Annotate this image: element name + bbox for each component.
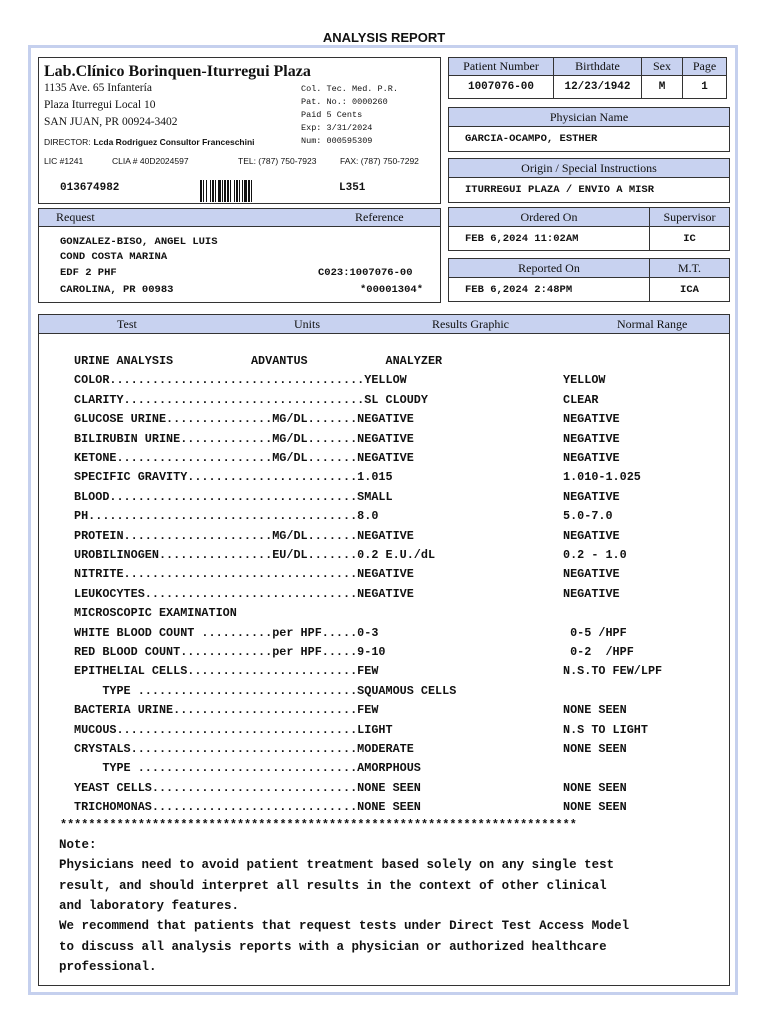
mt-value: ICA [680,284,699,296]
result-normal-range: NEGATIVE [563,451,620,465]
result-row: CLARITY..................................SL CLOUDY [74,392,428,407]
result-normal-range: 0-2 /HPF [563,645,634,659]
result-row: GLUCOSE URINE...............MG/DL.......NEGATIVE [74,412,414,427]
note-line: Note: [59,838,97,852]
reported-value: FEB 6,2024 2:48PM [465,284,573,296]
patient-number: 1007076-00 [449,76,554,99]
separator-stars: ************************************************************************* [60,818,577,832]
request-label: Request [56,210,95,224]
supervisor-header: Supervisor [650,208,729,227]
result-row: WHITE BLOOD COUNT ..........per HPF.....0-3 [74,625,379,640]
lab-code: L351 [339,182,366,194]
lab-tel: TEL: (787) 750-7923 [238,156,317,166]
lab-address-3: SAN JUAN, PR 00924-3402 [44,116,178,128]
result-normal-range: NEGATIVE [563,412,620,427]
request-line-3: EDF 2 PHF [60,267,117,279]
ordered-header: Ordered On [449,208,650,227]
request-line-4: CAROLINA, PR 00983 [60,284,174,296]
page-header: Page [683,58,727,76]
physician-name: GARCIA-OCAMPO, ESTHER [465,133,598,145]
result-row: URINE ANALYSIS ADVANTUS ANALYZER [74,354,443,368]
result-normal-range: NEGATIVE [563,489,620,504]
lab-clia: CLIA # 40D2024597 [112,156,189,166]
graphic-column-header: Results Graphic [432,317,509,331]
birthdate-header: Birthdate [554,58,642,76]
supervisor-value: IC [683,233,696,245]
num: Num: 000595309 [301,136,373,146]
account-number: 013674982 [60,182,120,194]
lab-director [44,136,255,148]
result-row: TRICHOMONAS.............................NONE SEEN [74,800,421,815]
result-row: LEUKOCYTES..............................NEGATIVE [74,586,414,601]
result-row: CRYSTALS................................MODERATE [74,742,414,756]
result-row: UROBILINOGEN................EU/DL.......0.2 E.U./dL [74,548,436,562]
result-normal-range: YELLOW [563,373,606,388]
result-row: PROTEIN.....................MG/DL.......NEGATIVE [74,528,414,543]
patient-table [448,57,727,99]
report-title: ANALYSIS REPORT [322,30,446,45]
reference-1: C023:1007076-00 [318,267,413,279]
result-normal-range: NEGATIVE [563,528,620,543]
patient-number-header: Patient Number [449,58,554,76]
lab-name: Lab.Clínico Borinquen-Iturregui Plaza [44,63,311,80]
result-normal-range: NEGATIVE [563,586,620,601]
sex: M [642,76,683,99]
result-normal-range: 1.010-1.025 [563,470,641,485]
page-number: 1 [683,76,727,99]
lab-lic: LIC #1241 [44,156,84,166]
result-normal-range: N.S TO LIGHT [563,722,648,737]
request-line-1: GONZALEZ-BISO, ANGEL LUIS [60,236,218,248]
result-normal-range: CLEAR [563,392,599,407]
director-label: DIRECTOR: [44,137,91,147]
physician-header: Physician Name [449,108,729,127]
exp: Exp: 3/31/2024 [301,123,373,133]
results-header [39,315,729,334]
result-row: RED BLOOD COUNT.............per HPF.....9-10 [74,645,386,659]
result-normal-range: 0-5 /HPF [563,625,627,640]
origin-box [448,158,730,203]
result-row: KETONE......................MG/DL.......NEGATIVE [74,451,414,465]
note-line: We recommend that patients that request tests under Direct Test Access Model [59,919,630,934]
note-line: to discuss all analysis reports with a physician or authorized healthcare [59,939,607,954]
result-normal-range: 5.0-7.0 [563,509,613,524]
barcode-icon [200,180,282,202]
result-row: SPECIFIC GRAVITY........................1.015 [74,470,393,485]
result-normal-range: NONE SEEN [563,780,627,795]
result-row: MUCOUS..................................LIGHT [74,722,393,737]
result-row: BACTERIA URINE..........................FEW [74,703,379,718]
result-row: TYPE ...............................SQUAMOUS CELLS [74,683,457,698]
result-row: COLOR....................................YELLOW [74,373,407,388]
result-row: MICROSCOPIC EXAMINATION [74,606,237,621]
lab-fax: FAX: (787) 750-7292 [340,156,419,166]
note-line: Physicians need to avoid patient treatment based solely on any single test [59,858,615,873]
reported-box [448,258,730,302]
reported-header: Reported On [449,259,650,278]
col-tec: Col. Tec. Med. P.R. [301,84,398,94]
origin-header: Origin / Special Instructions [449,159,729,178]
units-column-header: Units [294,317,321,331]
paid: Paid 5 Cents [301,110,363,120]
request-line-2: COND COSTA MARINA [60,251,168,263]
result-row: TYPE ...............................AMORPHOUS [74,761,421,776]
sex-header: Sex [642,58,683,76]
birthdate: 12/23/1942 [554,76,642,99]
result-row: NITRITE.................................NEGATIVE [74,567,414,582]
result-row: EPITHELIAL CELLS........................FEW [74,664,379,679]
result-row: BLOOD...................................SMALL [74,489,393,504]
lab-address-2: Plaza Iturregui Local 10 [44,99,156,111]
result-normal-range: NONE SEEN [563,742,627,756]
note-line: and laboratory features. [59,898,240,913]
result-normal-range: NONE SEEN [563,800,627,815]
request-header [39,209,440,227]
range-column-header: Normal Range [617,317,688,331]
result-normal-range: NEGATIVE [563,567,620,582]
note-line: result, and should interpret all results in the context of other clinical [59,878,607,893]
origin-value: ITURREGUI PLAZA / ENVIO A MISR [465,184,655,196]
lab-address-1: 1135 Ave. 65 Infantería [44,82,152,94]
director-name: Lcda Rodriguez Consultor Franceschini [93,137,255,147]
reference-label: Reference [355,210,404,224]
result-normal-range: N.S.TO FEW/LPF [563,664,663,679]
result-normal-range: 0.2 - 1.0 [563,548,627,562]
note-line: professional. [59,959,157,974]
reference-2: *00001304* [360,284,424,296]
physician-box [448,107,730,152]
pat-no: Pat. No.: 0000260 [301,97,388,107]
test-column-header: Test [117,317,137,331]
result-row: YEAST CELLS.............................NONE SEEN [74,780,421,795]
ordered-box [448,207,730,251]
ordered-value: FEB 6,2024 11:02AM [465,233,579,245]
result-normal-range: NEGATIVE [563,431,620,446]
result-row: PH......................................8.0 [74,509,379,524]
result-normal-range: NONE SEEN [563,703,627,718]
result-row: BILIRUBIN URINE.............MG/DL.......NEGATIVE [74,431,414,446]
mt-header: M.T. [650,259,729,278]
